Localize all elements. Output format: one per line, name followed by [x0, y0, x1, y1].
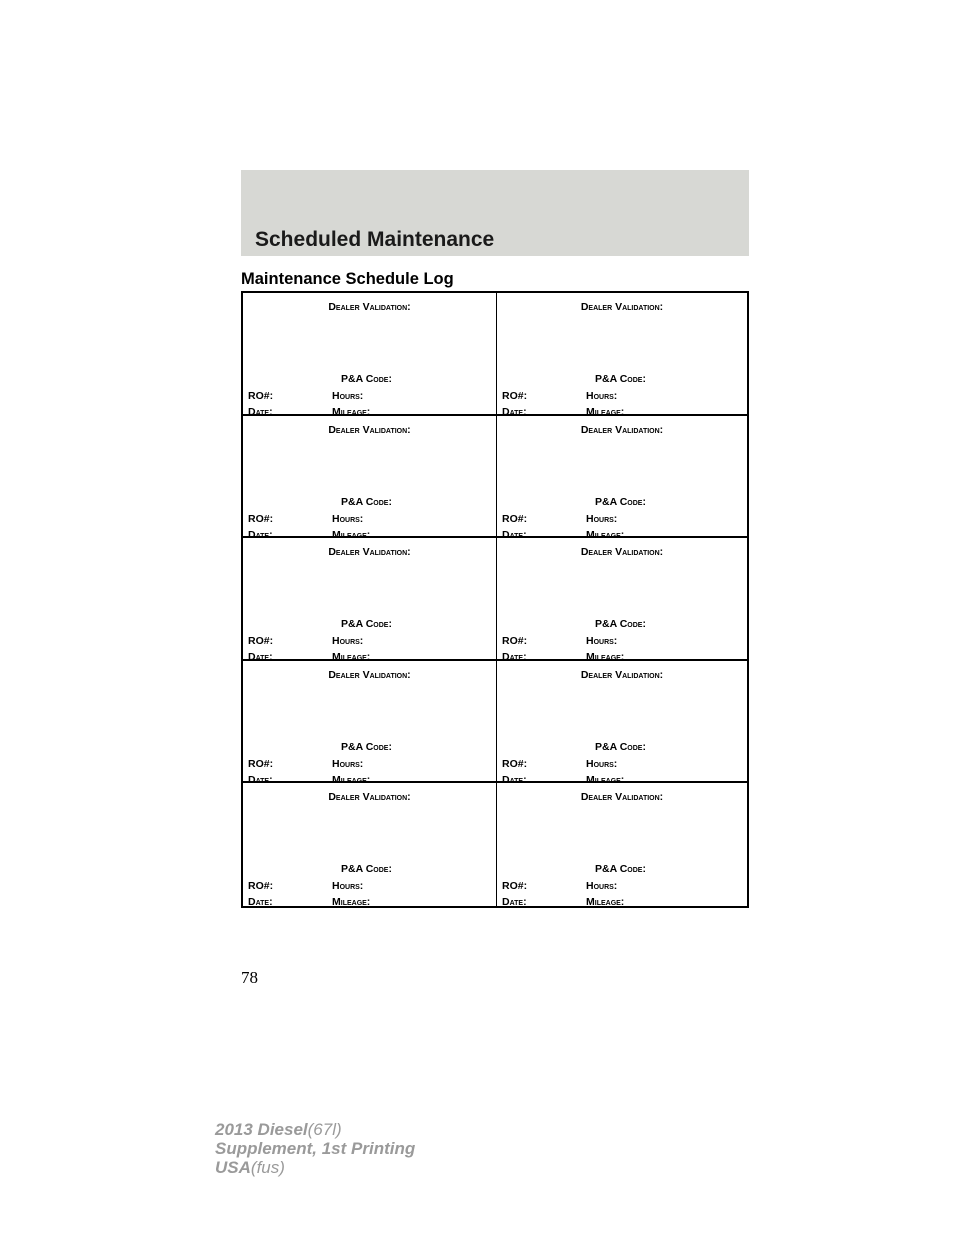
footer-line-2: Supplement, 1st Printing [215, 1139, 416, 1158]
dealer-validation-label: Dealer Validation: [580, 791, 664, 804]
hours-label: Hours: [586, 512, 618, 525]
dealer-validation-label: Dealer Validation: [328, 791, 411, 804]
pa-code-label: P&A Code: [341, 863, 392, 876]
date-label: Date: [248, 773, 273, 786]
pa-code-label: P&A Code: [341, 740, 392, 753]
dealer-validation-label: Dealer Validation: [580, 668, 664, 681]
log-entry-cell [497, 293, 747, 416]
maintenance-log-grid [241, 291, 749, 908]
mileage-label: Mileage: [586, 896, 625, 909]
mileage-label: Mileage: [586, 651, 625, 664]
hours-label: Hours: [332, 512, 364, 525]
pa-code-label: P&A Code: [595, 863, 646, 876]
hours-label: Hours: [586, 757, 618, 770]
log-entry-cell [243, 293, 497, 416]
dealer-validation-label: Dealer Validation: [328, 668, 411, 681]
section-title: Scheduled Maintenance [255, 228, 495, 251]
log-entry-cell [243, 538, 497, 664]
date-label: Date: [502, 651, 527, 664]
ro-number-label: RO#: [248, 880, 274, 893]
footer-market-code: (fus) [250, 1158, 285, 1177]
date-label: Date: [502, 896, 527, 909]
dealer-validation-label: Dealer Validation: [580, 423, 664, 436]
date-label: Date: [248, 406, 273, 418]
log-entry-cell [497, 783, 747, 909]
mileage-label: Mileage: [332, 773, 371, 786]
log-entry-cell [243, 783, 497, 909]
footer-model: 2013 Diesel [215, 1120, 308, 1139]
dealer-validation-label: Dealer Validation: [328, 546, 411, 559]
mileage-label: Mileage: [586, 773, 625, 786]
log-title: Maintenance Schedule Log [241, 270, 454, 288]
date-label: Date: [502, 528, 527, 541]
log-entry-cell [497, 538, 747, 664]
footer-line-3 [215, 1158, 415, 1177]
ro-number-label: RO#: [248, 757, 274, 770]
log-entry-cell [497, 661, 747, 784]
dealer-validation-label: Dealer Validation: [580, 546, 664, 559]
date-label: Date: [502, 406, 527, 418]
pa-code-label: P&A Code: [595, 740, 646, 753]
ro-number-label: RO#: [248, 512, 274, 525]
hours-label: Hours: [332, 880, 364, 893]
mileage-label: Mileage: [586, 528, 625, 541]
ro-number-label: RO#: [502, 757, 528, 770]
mileage-label: Mileage: [332, 528, 371, 541]
page-number: 78 [241, 968, 258, 987]
log-entry-cell [243, 416, 497, 539]
mileage-label: Mileage: [586, 406, 625, 418]
pa-code-label: P&A Code: [595, 495, 646, 508]
log-entry-cell [497, 416, 747, 539]
log-entry-cell [243, 661, 497, 784]
hours-label: Hours: [586, 390, 618, 402]
date-label: Date: [248, 651, 273, 664]
ro-number-label: RO#: [502, 880, 528, 893]
pa-code-label: P&A Code: [341, 495, 392, 508]
dealer-validation-label: Dealer Validation: [328, 301, 411, 313]
hours-label: Hours: [586, 880, 618, 893]
pa-code-label: P&A Code: [595, 373, 646, 385]
dealer-validation-label: Dealer Validation: [580, 301, 664, 313]
pa-code-label: P&A Code: [341, 618, 392, 631]
hours-label: Hours: [332, 757, 364, 770]
footer-line-1 [215, 1120, 415, 1139]
hours-label: Hours: [332, 390, 364, 402]
date-label: Date: [248, 528, 273, 541]
footer [215, 1120, 415, 1177]
ro-number-label: RO#: [502, 390, 528, 402]
mileage-label: Mileage: [332, 896, 371, 909]
mileage-label: Mileage: [332, 406, 371, 418]
dealer-validation-label: Dealer Validation: [328, 423, 411, 436]
ro-number-label: RO#: [502, 512, 528, 525]
hours-label: Hours: [332, 635, 364, 648]
pa-code-label: P&A Code: [595, 618, 646, 631]
ro-number-label: RO#: [248, 635, 274, 648]
date-label: Date: [248, 896, 273, 909]
footer-model-code: (67l) [307, 1120, 342, 1139]
footer-market: USA [215, 1158, 251, 1177]
ro-number-label: RO#: [502, 635, 528, 648]
date-label: Date: [502, 773, 527, 786]
hours-label: Hours: [586, 635, 618, 648]
mileage-label: Mileage: [332, 651, 371, 664]
pa-code-label: P&A Code: [341, 373, 392, 385]
ro-number-label: RO#: [248, 390, 274, 402]
